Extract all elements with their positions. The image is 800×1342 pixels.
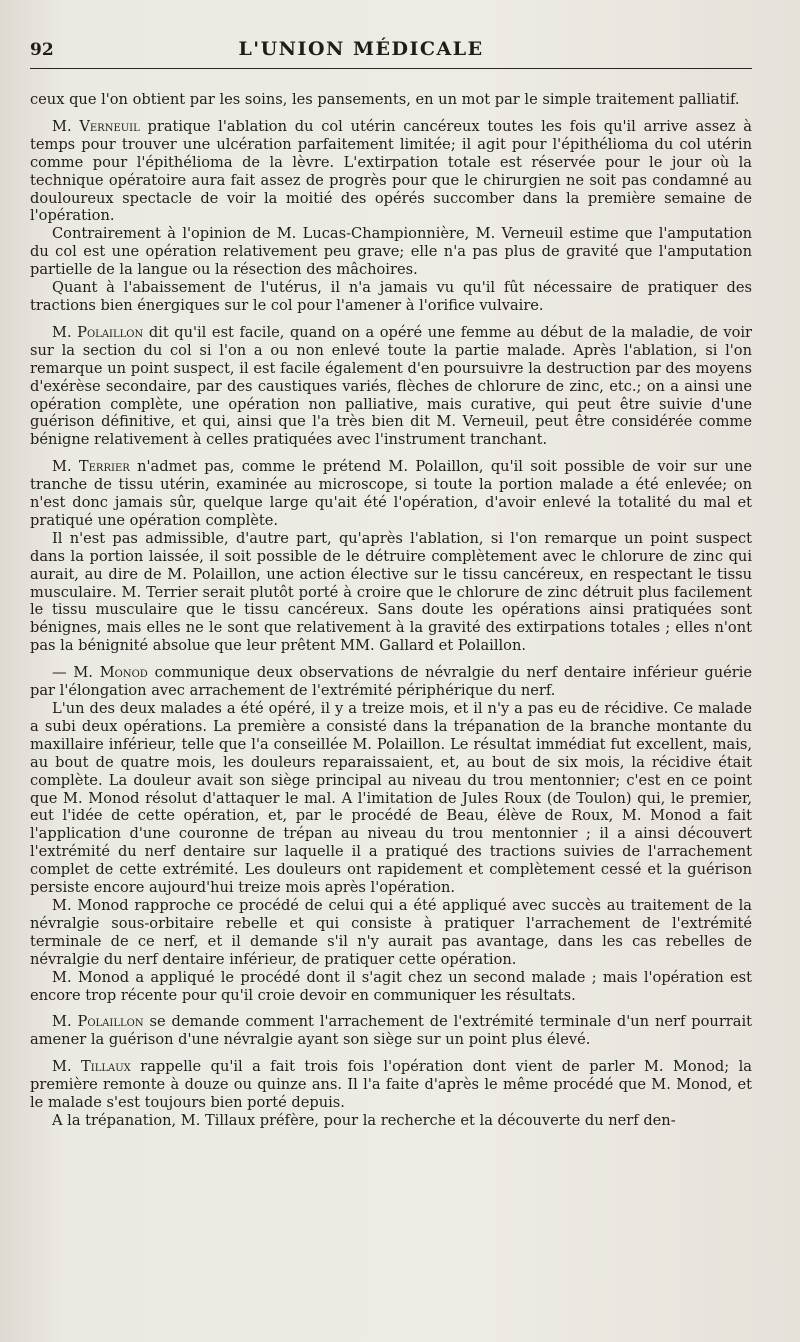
speaker-name: M. Terrier: [52, 458, 130, 476]
paragraph-text: communique deux observations de névralgie du nerf dentaire inférieur guérie par l'élongation avec arrachement de l'extrémité périphérique du nerf.: [30, 664, 753, 700]
paragraph-text: Contrairement à l'opinion de M. Lucas-Championnière, M. Verneuil estime que l'amputation du col est une opération relativement peu grave; elle n'a pas plus de gravité que l'amputation partielle de la langue ou la résection des mâchoires.: [30, 225, 752, 279]
paragraph: [30, 1058, 752, 1112]
speaker-name: — M. Monod: [52, 664, 148, 682]
speaker-name: M. Verneuil: [52, 117, 140, 135]
paragraph-text: dit qu'il est facile, quand on a opéré une femme au début de la maladie, de voir sur la section du col si l'on a ou non enlevé toute la partie malade. Après l'ablation, si l'on remarque un point suspect, il est facile également d'en poursuivre la destruction par des moyens d'exérèse secondaire, par des caustiques variés, flèches de chlorure de zinc, etc.; on a ainsi une opération complète, une opération non palliative, mais curative, qui peut être suivie d'une guérison définitive, et qui, ainsi que l'a très bien dit M. Verneuil, peut être considérée comme bénigne relativement à celles pratiquées avec l'instrument tranchant.: [30, 323, 753, 449]
page-header: [30, 38, 752, 69]
paragraph: [30, 664, 752, 700]
paragraph: [30, 118, 752, 225]
paragraph: [30, 700, 752, 897]
journal-title: L'UNION MÉDICALE: [238, 38, 484, 60]
paragraph-text: Quant à l'abaissement de l'utérus, il n'a jamais vu qu'il fût nécessaire de pratiquer des tractions bien énergiques sur le col pour l'amener à l'orifice vulvaire.: [30, 279, 752, 314]
speaker-name: M. Polaillon: [52, 323, 144, 341]
paragraph-text: se demande comment l'arrachement de l'extrémité terminale d'un nerf pourrait amener la guérison d'une névralgie ayant son siège sur un point plus élevé.: [30, 1013, 753, 1049]
paragraph: [30, 225, 752, 279]
paragraph: [30, 969, 752, 1005]
paragraph: [30, 897, 752, 969]
paragraph-text: L'un des deux malades a été opéré, il y a treize mois, et il n'y a pas eu de récidive. Ce malade a subi deux opérations. La première a consisté dans la trépanation de la branche montante du maxillaire inférieur, telle que l'a conseillée M. Polaillon. Le résultat immédiat fut excellent, mais, au bout de quatre mois, les douleurs reparaissaient, et, au bout de six mois, la récidive était complète. La douleur avait son siège principal au niveau du trou mentonnier; c'est en ce point que M. Monod résolut d'attaquer le mal. A l'imitation de Jules Roux (de Toulon) qui, le premier, eut l'idée de cette opération, et, par le procédé de Beau, élève de Roux, M. Monod a fait l'application d'une couronne de trépan au niveau du trou mentonnier ; il a ainsi découvert l'extrémité du nerf dentaire sur laquelle il a pratiqué des tractions suivies de l'arrachement complet de cette extrémité. Les douleurs ont rapidement et complètement cessé et la guérison persiste encore aujourd'hui treize mois après l'opération.: [30, 700, 752, 897]
paragraph-text: rappelle qu'il a fait trois fois l'opération dont vient de parler M. Monod; la première remonte à douze ou quinze ans. Il l'a faite d'après le même procédé que M. Monod, et le malade s'est toujours bien porté depuis.: [30, 1058, 752, 1112]
article-body: [30, 91, 752, 1130]
paragraph-text: ceux que l'on obtient par les soins, les pansements, en un mot par le simple traitement palliatif.: [30, 91, 740, 108]
paragraph: [30, 91, 752, 109]
paragraph-text: pratique l'ablation du col utérin cancéreux toutes les fois qu'il arrive assez à temps pour trouver une ulcération parfaitement limitée; il agit pour l'épithélioma du col utérin comme pour l'épithélioma de la lèvre. L'extirpation totale est réservée pour le jour où la technique opératoire aura fait assez de progrès pour que le chirurgien ne soit pas condamné au douloureux spectacle de voir la moitié des opérés succomber dans la première semaine de l'opération.: [30, 117, 752, 225]
paragraph: [30, 324, 752, 449]
paragraph-text: M. Monod rapproche ce procédé de celui qui a été appliqué avec succès au traitement de la névralgie sous-orbitaire rebelle et qui consiste à pratiquer l'arrachement de l'extrémité terminale de ce nerf, et il demande s'il n'y aurait pas avantage, dans les cas rebelles de névralgie du nerf dentaire inférieur, de pratiquer cette opération.: [30, 896, 752, 968]
paragraph: [30, 279, 752, 315]
paragraph-text: n'admet pas, comme le prétend M. Polaillon, qu'il soit possible de voir sur une tranche de tissu utérin, examinée au microscope, si toute la portion malade a été enlevée; on n'est donc jamais sûr, quelque large qu'ait été l'opération, d'avoir enlevé la totalité du mal et pratiqué une opération complète.: [30, 458, 753, 529]
speaker-name: M. Tillaux: [52, 1058, 131, 1076]
paragraph-text: Il n'est pas admissible, d'autre part, qu'après l'ablation, si l'on remarque un point suspect dans la portion laissée, il soit possible de le détruire complètement avec le chlorure de zinc qui aurait, au dire de M. Polaillon, une action élective sur le tissu cancéreux, en respectant le tissu musculaire. M. Terrier serait plutôt porté à croire que le chlorure de zinc détruit plus facilement le tissu musculaire que le tissu cancéreux. Sans doute les opérations ainsi pratiquées sont bénignes, mais elles ne le sont que relativement à la gravité des extirpations totales ; elles n'ont pas la bénignité absolue que leur prêtent MM. Gallard et Polaillon.: [30, 529, 752, 655]
paragraph: [30, 1013, 752, 1049]
paragraph: [30, 458, 752, 530]
speaker-name: M. Polaillon: [52, 1013, 144, 1031]
paragraph: [30, 530, 752, 655]
paragraph-text: A la trépanation, M. Tillaux préfère, pour la recherche et la découverte du nerf den-: [52, 1111, 676, 1129]
page-number: 92: [30, 40, 54, 60]
paragraph-text: M. Monod a appliqué le procédé dont il s'agit chez un second malade ; mais l'opération est encore trop récente pour qu'il croie devoir en communiquer les résultats.: [30, 968, 752, 1004]
paragraph: [30, 1112, 752, 1130]
